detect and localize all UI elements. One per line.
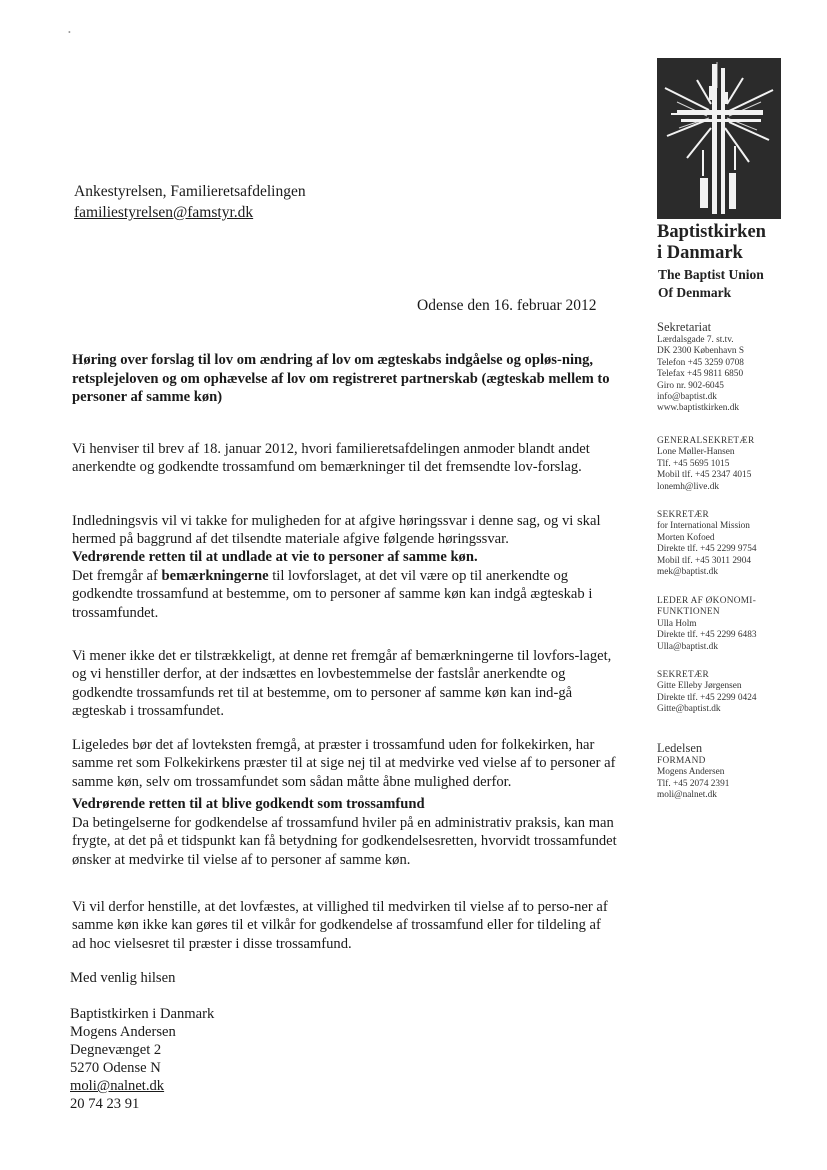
section-1 [72, 548, 617, 622]
signature-street: Degnevænget 2 [70, 1042, 162, 1058]
sidebar-org-line-2: i Danmark [657, 243, 743, 263]
okonomi-heading-1: LEDER AF ØKONOMI- [657, 596, 757, 606]
sekretariat-phone: Telefon +45 3259 0708 [657, 357, 744, 368]
mission-subheading: for International Mission [657, 521, 750, 532]
sekretariat-website[interactable]: www.baptistkirken.dk [657, 403, 740, 414]
scan-speck: • [68, 28, 71, 37]
generalsekretaer-email[interactable]: lonemh@live.dk [657, 481, 720, 492]
recipient-name: Ankestyrelsen, Familieretsafdelingen [74, 183, 306, 200]
section-2 [72, 795, 617, 869]
sidebar-org-en-line-1: The Baptist Union [658, 267, 764, 282]
sidebar-ledelsen [657, 741, 822, 802]
paragraph-2: Indledningsvis vil vi takke for muligheden for at afgive høringssvar i denne sag, og vi skal hermed på baggrund af det tilsendte materiale afgive følgende høringssvar. [72, 512, 601, 548]
sidebar-sekretariat [657, 320, 822, 415]
generalsekretaer-mobile: Mobil tlf. +45 2347 4015 [657, 470, 752, 481]
sekretariat-email[interactable]: info@baptist.dk [657, 392, 717, 403]
sekretariat-giro: Giro nr. 902-6045 [657, 380, 724, 391]
paragraph-3 [72, 567, 617, 623]
sekretaer-email[interactable]: Gitte@baptist.dk [657, 704, 721, 715]
sidebar-org-english [658, 266, 764, 302]
mission-mobile: Mobil tlf. +45 3011 2904 [657, 555, 751, 566]
sidebar-generalsekretaer [657, 436, 822, 493]
paragraph-1: Vi henviser til brev af 18. januar 2012, hvori familieretsafdelingen anmoder blandt andet anerkendte og godkendte trossamfund om bemærkninger til det fremsendte lov-forslag. [72, 440, 590, 476]
closing: Med venlig hilsen [70, 970, 176, 986]
sekretariat-city: DK 2300 København S [657, 346, 745, 357]
generalsekretaer-name: Lone Møller-Hansen [657, 447, 735, 458]
signature-email-link[interactable]: moli@nalnet.dk [70, 1078, 165, 1094]
signature-name: Mogens Andersen [70, 1024, 176, 1040]
signature-phone: 20 74 23 91 [70, 1096, 140, 1112]
recipient-email-link[interactable]: familiestyrelsen@famstyr.dk [74, 204, 254, 221]
okonomi-name: Ulla Holm [657, 618, 697, 629]
mission-name: Morten Kofoed [657, 532, 715, 543]
paragraph-3-bold: bemærkningerne [161, 567, 269, 584]
signature-city: 5270 Odense N [70, 1060, 161, 1076]
okonomi-heading-2: FUNKTIONEN [657, 607, 720, 618]
sidebar-org-name [657, 222, 766, 264]
mission-email[interactable]: mek@baptist.dk [657, 567, 718, 578]
sekretariat-fax: Telefax +45 9811 6850 [657, 369, 744, 380]
paragraph-6: Da betingelserne for godkendelse af trossamfund hviler på en administrativ praksis, kan man frygte, at det på et tidspunkt kan få betydning for godkendelsesretten, hvorvidt trossamfundet ønsker at medvirke til vielse af to personer af samme køn. [72, 814, 617, 868]
ledelsen-name: Mogens Andersen [657, 767, 725, 778]
sidebar-okonomi [657, 596, 822, 653]
sekretaer-phone: Direkte tlf. +45 2299 0424 [657, 692, 757, 703]
paragraph-5: Ligeledes bør det af lovteksten fremgå, at præster i trossamfund uden for folkekirken, har samme ret som Folkekirkens præster til at sige nej til at medvirke ved vielse af to personer af samme køn, selv om trossamfundet som sådan måtte åbne mulighed derfor. [72, 736, 616, 790]
okonomi-email[interactable]: Ulla@baptist.dk [657, 641, 718, 652]
sidebar-org-line-1: Baptistkirken [657, 222, 766, 242]
paragraph-3-post: til lovforslaget, at det vil være op til anerkendte og godkendte trossamfund at bestemme, om to personer af samme køn kan indgå ægteskab i trossamfundet. [72, 567, 593, 621]
paragraph-7: Vi vil derfor henstille, at det lovfæstes, at villighed til medvirken til vielse af to perso-ner af samme køn ikke kan gøres til et vilkår for godkendelse af trossamfund eller for tildeling af ad hoc vielsesret til præster i disse trossamfund. [72, 898, 608, 952]
signature-block [70, 1005, 214, 1113]
sekretariat-heading: Sekretariat [657, 320, 712, 334]
ledelsen-heading: Ledelsen [657, 741, 703, 755]
paragraph-4: Vi mener ikke det er tilstrækkeligt, at denne ret fremgår af bemærkningerne til lovfors-laget, og vi henstiller derfor, at der indsættes en lovbestemmelse der fastslår anerkendte og godkendte trossamfunds ret til at bestemme, om to personer af samme køn kan ind-gå ægteskab i trossamfundet. [72, 647, 612, 720]
recipient-block [74, 181, 306, 223]
section-heading-1: Vedrørende retten til at undlade at vie to personer af samme køn. [72, 549, 478, 565]
church-logo-cross-icon [657, 58, 781, 219]
mission-phone: Direkte tlf. +45 2299 9754 [657, 544, 757, 555]
date-line: Odense den 16. februar 2012 [417, 297, 597, 314]
sekretaer-name: Gitte Elleby Jørgensen [657, 681, 742, 692]
generalsekretaer-heading: GENERALSEKRETÆR [657, 436, 755, 446]
sidebar-org-en-line-2: Of Denmark [658, 285, 732, 300]
paragraph-3-pre: Det fremgår af [72, 567, 162, 584]
sidebar-sekretaer [657, 670, 822, 716]
ledelsen-phone: Tlf. +45 2074 2391 [657, 778, 730, 789]
ledelsen-email[interactable]: moli@nalnet.dk [657, 790, 717, 801]
sekretariat-address: Lærdalsgade 7. st.tv. [657, 335, 734, 345]
sidebar-sekretaer-mission [657, 510, 822, 578]
sekretaer-heading: SEKRETÆR [657, 670, 709, 680]
generalsekretaer-phone: Tlf. +45 5695 1015 [657, 458, 730, 469]
signature-org: Baptistkirken i Danmark [70, 1006, 215, 1022]
ledelsen-role: FORMAND [657, 756, 706, 766]
okonomi-phone: Direkte tlf. +45 2299 6483 [657, 630, 757, 641]
mission-heading: SEKRETÆR [657, 510, 709, 520]
letter-title: Høring over forslag til lov om ændring af lov om ægteskabs indgåelse og opløs-ning, retsplejeloven og om ophævelse af lov om registreret partnerskab (ægteskab mellem to personer af samme køn) [72, 352, 610, 406]
section-heading-2: Vedrørende retten til at blive godkendt som trossamfund [72, 796, 425, 812]
